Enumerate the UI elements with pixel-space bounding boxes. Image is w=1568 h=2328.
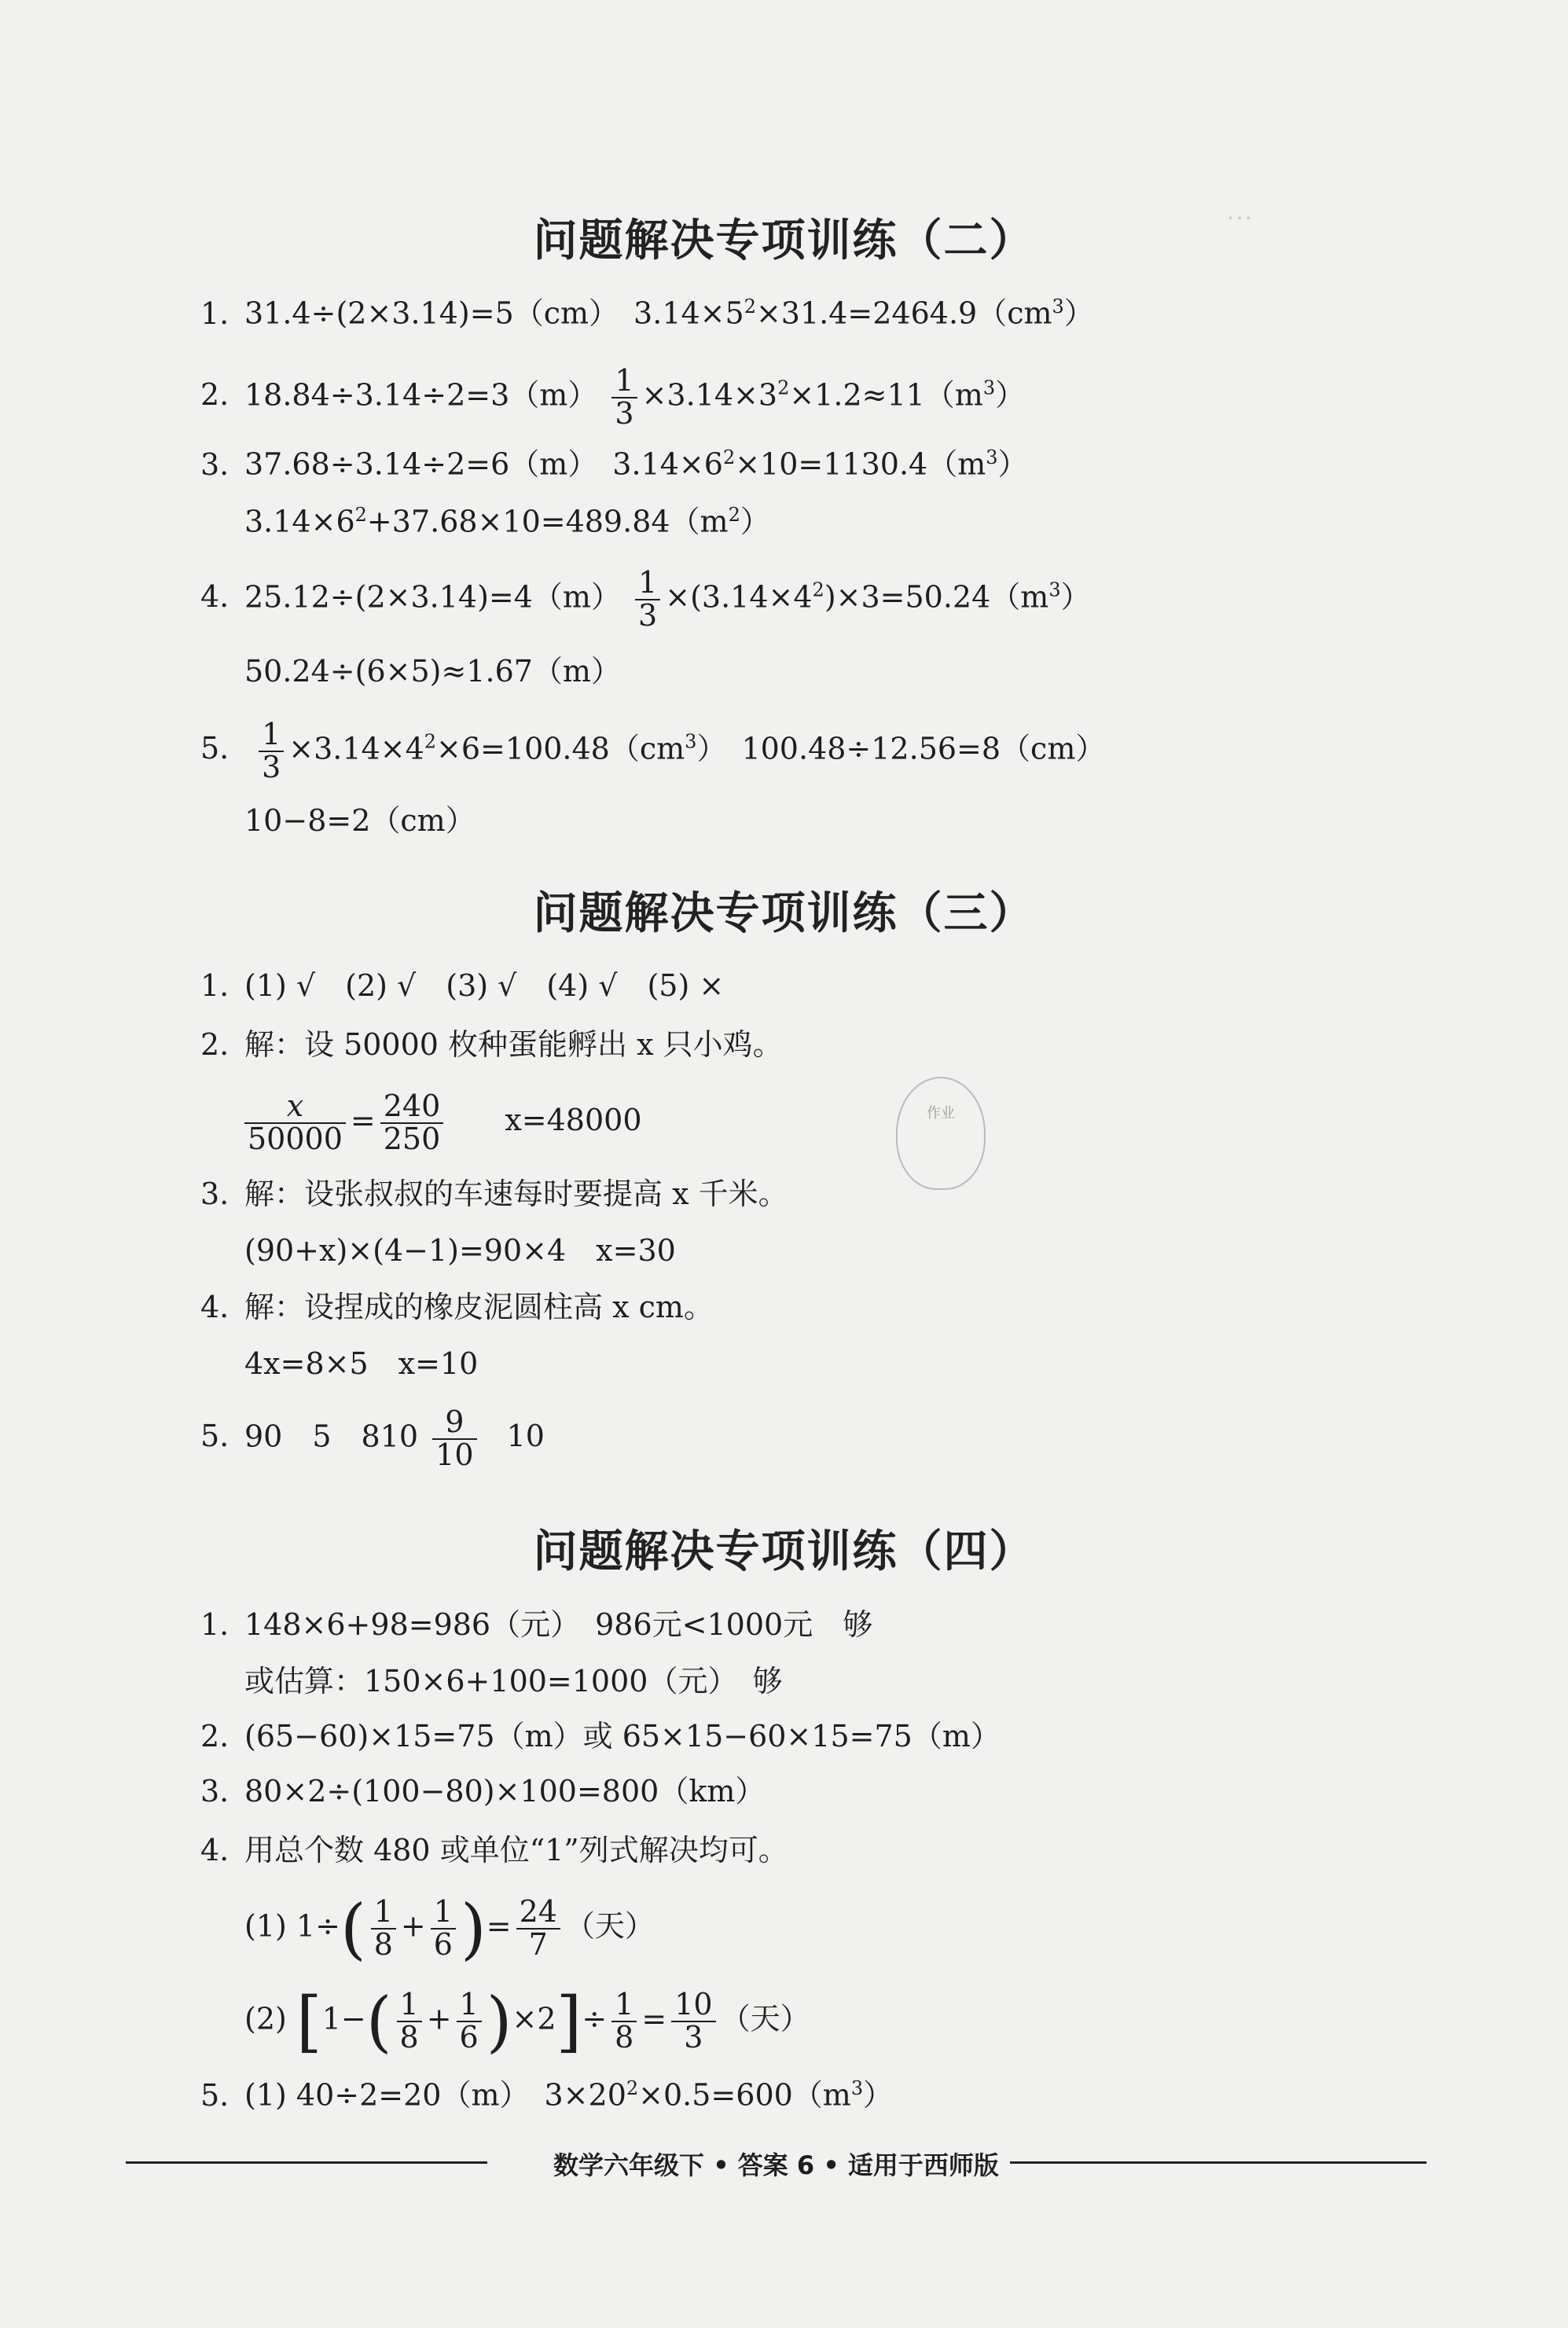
- fraction: $\frac{1}{6}$: [457, 1989, 482, 2054]
- answer-line: $3.14\times 6^2+37.68\times 10=489.84(m^2)$: [244, 504, 770, 539]
- answer-line: 4. 解：设捏成的橡皮泥圆柱高 x cm。: [200, 1290, 714, 1324]
- answer-line: 2. 18.84÷3.14÷2=3（m） $\frac{1}{3}$ $\times 3.14\times 3^2\times 1.2\approx 11(m^3)$: [200, 363, 1026, 431]
- section-title: 问题解决专项训练（三）: [533, 888, 1035, 939]
- fraction: $\frac{1}{3}$: [259, 719, 284, 784]
- answer-line: 4. 用总个数 480 或单位“1”列式解决均可。: [200, 1833, 788, 1867]
- fraction: $\frac{9}{10}$: [432, 1407, 476, 1471]
- answer-line: 1. 31.4÷(2×3.14)=5（cm） $3.14\times 5^2\times 31.4=2464.9(cm^3)$: [200, 296, 1094, 331]
- answer-line: 2. (65−60)×15=75（m）或 65×15−60×15=75（m）: [200, 1719, 1001, 1753]
- fraction: $\frac{240}{250}$: [380, 1091, 444, 1155]
- answer-line: 或估算：150×6+100=1000（元） 够: [244, 1664, 783, 1698]
- answer-line: 3. 80×2÷(100−80)×100=800（km）: [200, 1774, 766, 1808]
- footer-text: 数学六年级下 • 答案 6 • 适用于西师版: [542, 2150, 1010, 2180]
- answer-line: 4. 25.12÷(2×3.14)=4（m） $\frac{1}{3}$ $\times(3.14\times 4^2)\times 3=50.24(m^3)$: [200, 565, 1091, 633]
- answer-line: 2. 解：设 50000 枚种蛋能孵出 x 只小鸡。: [200, 1027, 783, 1062]
- answer-line: 1. (1) √ (2) √ (3) √ (4) √ (5) ×: [200, 968, 725, 1003]
- answer-line: 3. 解：设张叔叔的车速每时要提高 x 千米。: [200, 1177, 788, 1211]
- answer-line: 5. 90 5 810 $\frac{9}{10}$ 10: [200, 1405, 545, 1472]
- answer-line: 5. (1) 40÷2=20（m） $3\times 20^2\times 0.5=600(m^3)$: [200, 2077, 894, 2113]
- answer-line: 1. 148×6+98=986（元） 986元<1000元 够: [200, 1607, 873, 1642]
- fraction: $\frac{1}{8}$: [371, 1897, 396, 1961]
- fraction: $\frac{1}{6}$: [431, 1897, 456, 1961]
- fraction: $\frac{1}{3}$: [611, 365, 637, 430]
- fraction: $\frac{1}{8}$: [397, 1989, 422, 2054]
- answer-line: 4x=8×5 x=10: [244, 1346, 479, 1381]
- answer-line: (1) 1÷( $\frac{1}{8}$ + $\frac{1}{6}$ )= $\frac{24}{7}$ （天）: [244, 1890, 655, 1967]
- answer-line: 50.24÷(6×5)≈1.67（m）: [244, 654, 621, 688]
- stamp-logo: 作业: [896, 1077, 986, 1190]
- page-footer: [126, 2146, 1427, 2180]
- answer-line: (2) [1−( $\frac{1}{8}$ + $\frac{1}{6}$ )×2]÷ $\frac{1}{8}$ = $\frac{10}{3}$ （天）: [244, 1983, 810, 2060]
- fraction: $\frac{1}{3}$: [635, 567, 660, 632]
- section-title: 问题解决专项训练（二）: [533, 215, 1035, 266]
- fraction: $\frac{1}{8}$: [611, 1989, 637, 2054]
- answer-line: 10−8=2（cm）: [244, 803, 476, 838]
- section-title: 问题解决专项训练（四）: [533, 1526, 1035, 1577]
- fraction: $\frac{x}{50000}$: [244, 1091, 346, 1155]
- fraction: $\frac{10}{3}$: [671, 1989, 715, 2054]
- answer-line: (90+x)×(4−1)=90×4 x=30: [244, 1233, 676, 1268]
- bleed-text: …: [1226, 196, 1253, 226]
- answer-line: $\frac{x}{50000}$ = $\frac{240}{250}$ x=48000: [240, 1091, 642, 1155]
- fraction: $\frac{24}{7}$: [516, 1897, 560, 1961]
- answer-line: 3. 37.68÷3.14÷2=6（m） $3.14\times 6^2\times 10=1130.4(m^3)$: [200, 446, 1028, 482]
- answer-line: 5. $\frac{1}{3}$ $\times 3.14\times 4^2\times 6=100.48(cm^3)$ 100.48÷12.56=8（cm）: [200, 717, 1106, 784]
